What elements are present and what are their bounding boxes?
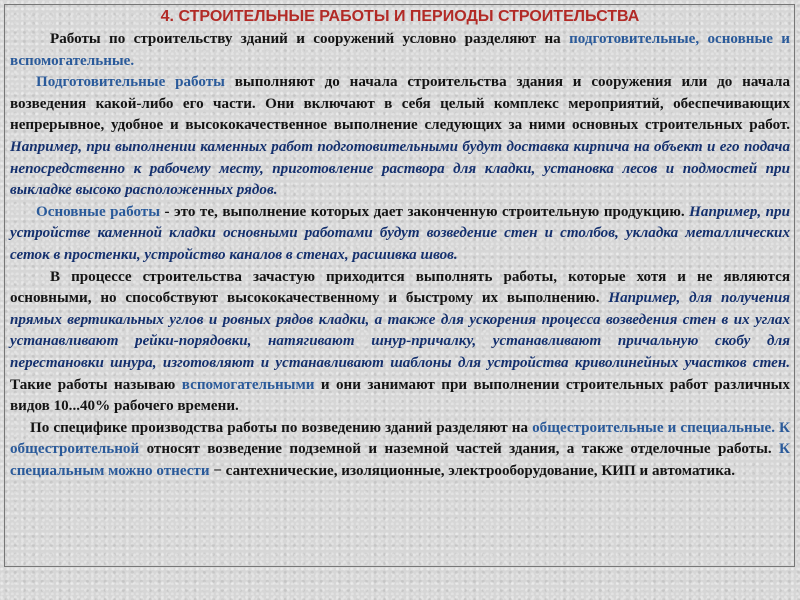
term-general: общестроительные и специальные. К общестроительной: [10, 419, 790, 458]
paragraph-main: [10, 202, 790, 267]
intro-highlight: подготовительные, основные и вспомогательные.: [10, 31, 790, 69]
slide-title: 4. СТРОИТЕЛЬНЫЕ РАБОТЫ И ПЕРИОДЫ СТРОИТЕЛЬСТВА: [160, 8, 640, 25]
auxiliary-text: В процессе строительства зачастую приходится выполнять работы, которые хотя и не являются основными, но способствуют высококачественному и быстрому их выполнению.: [10, 268, 790, 307]
auxiliary-text2: Такие работы называю: [10, 376, 182, 393]
main-example: Например, при устройстве каменной кладки основными работами будут возведение стен и столбов, укладка металлических сеток в простенки, устройство каналов в стенах, расшивка швов.: [10, 203, 791, 263]
specifics-text3: − сантехнические, изоляционные, электрооборудование, КИП и автоматика.: [209, 462, 736, 479]
term-special: К специальным можно отнести: [10, 441, 790, 479]
intro-text: Работы по строительству зданий и сооружений условно разделяют на: [50, 31, 570, 47]
term-preparatory: Подготовительные работы: [36, 74, 225, 91]
paragraph-auxiliary: [10, 267, 790, 418]
paragraph-intro: [10, 29, 790, 72]
preparatory-text: выполняют до начала строительства здания и сооружения или до начала возведения какой-либо его части. Они включают в себя целый комплекс мероприятий, обеспечивающих непрерывное, удобное и высококачественное выполнение следующих за ними основных строительных работ.: [10, 74, 791, 134]
main-text: - это те, выполнение которых дает законченную строительную продукцию.: [160, 203, 690, 220]
preparatory-example: Например, при выполнении каменных работ подготовительными будут доставка кирпича на объект и его подача непосредственно к рабочему месту, приготовление раствора для кладки, установка лесов и подмостей при выкладке высоко расположенных рядов.: [10, 138, 790, 199]
specifics-text: По специфике производства работы по возведению зданий разделяют на: [30, 419, 533, 436]
term-auxiliary: вспомогательными: [181, 376, 315, 393]
term-main: Основные работы: [36, 203, 161, 220]
specifics-text2: относят возведение подземной и наземной частей здания, а также отделочные работы.: [139, 441, 780, 458]
slide-content: [10, 6, 790, 482]
paragraph-preparatory: [10, 72, 790, 202]
paragraph-specifics: [10, 418, 790, 483]
auxiliary-example: Например, для получения прямых вертикальных углов и ровных рядов кладки, а также для ускорения процесса возведения стен в их углах устанавливают рейки-порядовки, натягивают шнур-причалку, устанавливают причальную скобу для перестановки шнура, изготовляют и устанавливают шаблоны для устройства криволинейных участков стен.: [10, 290, 790, 371]
auxiliary-text3: и они занимают при выполнении строительных работ различных видов 10...40% рабочего времени.: [10, 376, 790, 415]
